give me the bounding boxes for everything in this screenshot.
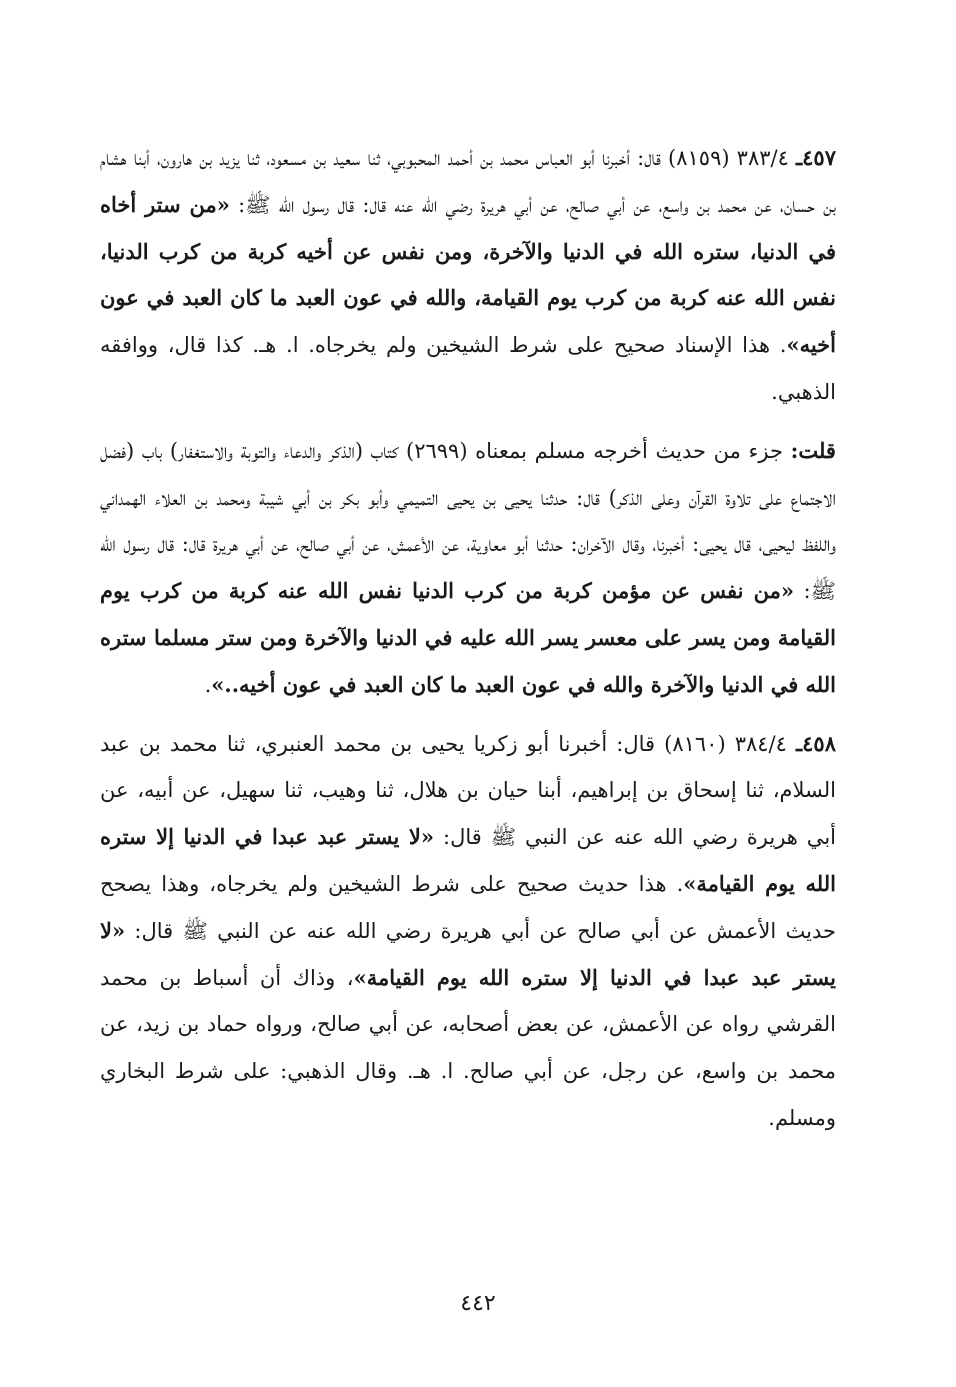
note-text: جزء من حديث أخرجه مسلم بمعناه (٢٦٩٩) كتاب (الذكر والدعاء والتوبة والاستغفار) باب (فضل الاجتماع على تلاوة القرآن وعلى الذكر) قال: حدثنا يحيى بن يحيى التميمي وأبو بكر بن أبي شيبة ومحمد بن العلاء الهمداني واللفظ ليحيى، قال يحيى: أخبرنا، وقال الآخران: حدثنا أبو معاوية، عن الأعمش، عن أبي صالح، عن أبي هريرة قال: قال رسول الله ﷺ:	[100, 438, 836, 604]
hadith-reference: ٣٨٣/٤ (٨١٥٩)	[668, 146, 789, 170]
hadith-isnad: قال: أخبرنا أبو العباس محمد بن أحمد المحبوبي، ثنا سعيد بن مسعود، ثنا يزيد بن هارون، أبنا هشام بن حسان، عن محمد بن واسع، عن أبي صالح، عن أبي هريرة رضي الله عنه قال: قال رسول الله ﷺ:	[100, 146, 837, 217]
page-number: ٤٤٢	[460, 1291, 496, 1316]
note-paragraph	[100, 428, 836, 709]
hadith-number: ٤٥٨ـ	[795, 730, 836, 756]
note-label: قلت:	[790, 437, 836, 463]
hadith-matn-2: «لا يستر عبد عبدا في الدنيا إلا ستره الله يوم القيامة»	[100, 917, 836, 990]
hadith-comment: . هذا الإسناد صحيح على شرط الشيخين ولم يخرجاه. ا. هـ. كذا قال، ووافقه الذهبي.	[100, 333, 836, 404]
hadith-matn-1: «لا يستر عبد عبدا في الدنيا إلا ستره الله يوم القيامة»	[100, 824, 836, 896]
note-end: .	[204, 672, 212, 697]
hadith-comment-tail: ، وذاك أن أسباط بن محمد القرشي رواه عن الأعمش، عن بعض أصحابه، عن أبي صالح، ورواه حماد بن زيد، عن محمد بن واسع، عن رجل، عن أبي صالح. ا. هـ. وقال الذهبي: على شرط البخاري ومسلم.	[100, 965, 836, 1130]
hadith-comment-mid: . هذا حديث صحيح على شرط الشيخين ولم يخرجاه، وهذا يصحح حديث الأعمش عن أبي صالح عن أبي هريرة رضي الله عنه عن النبي ﷺ قال:	[100, 871, 836, 943]
note-matn: «من نفس عن مؤمن كربة من كرب الدنيا نفس الله عنه كربة من كرب يوم القيامة ومن يسر على معسر يسر الله عليه في الدنيا والآخرة ومن ستر مسلما ستره الله في الدنيا والآخرة والله في عون العبد ما كان العبد في عون أخيه..»	[100, 578, 836, 697]
hadith-matn: «من ستر أخاه في الدنيا، ستره الله في الدنيا والآخرة، ومن نفس عن أخيه كربة من كرب الدنيا، نفس الله عنه كربة من كرب يوم القيامة، والله في عون العبد ما كان العبد في عون أخيه»	[100, 191, 836, 358]
hadith-isnad: قال: أخبرنا أبو زكريا يحيى بن محمد العنبري، ثنا محمد بن عبد السلام، ثنا إسحاق بن إبراهيم، أبنا حيان بن هلال، ثنا وهيب، ثنا سهيل، عن أبيه، عن أبي هريرة رضي الله عنه عن النبي ﷺ قال:	[100, 731, 836, 850]
hadith-number: ٤٥٧ـ	[796, 145, 836, 170]
hadith-457-paragraph	[100, 135, 836, 416]
hadith-reference: ٣٨٤/٤ (٨١٦٠)	[664, 731, 787, 756]
hadith-458-paragraph	[100, 721, 836, 1142]
